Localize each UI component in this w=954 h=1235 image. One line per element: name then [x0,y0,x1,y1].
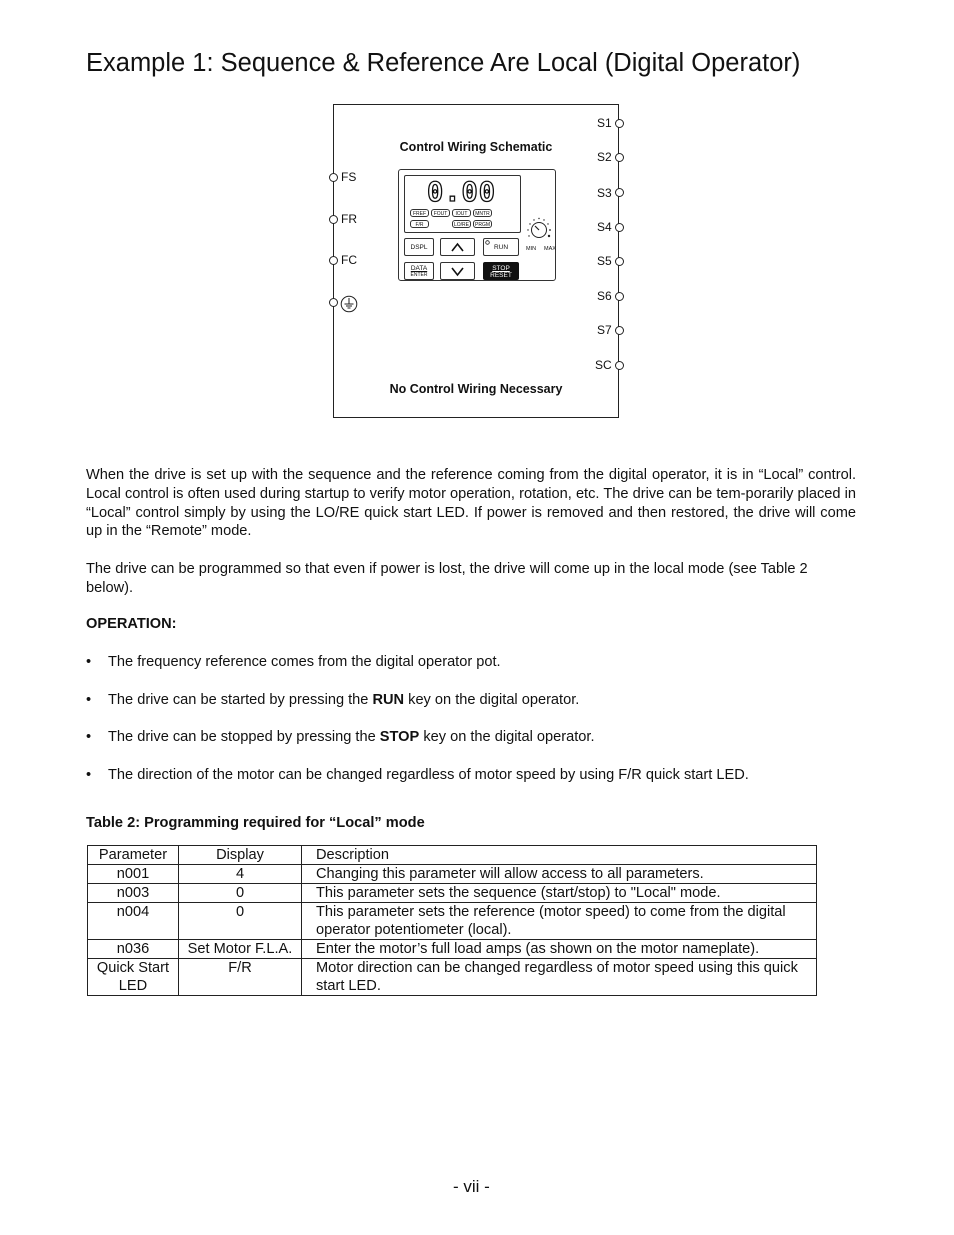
terminal-fr [329,215,338,224]
parameter-cell: Quick Start LED [88,959,179,996]
terminal-s7-label: S7 [597,323,612,337]
bullet-marker: • [86,654,92,670]
terminal-s6 [615,292,624,301]
column-header-display: Display [179,846,302,865]
frequency-pot-icon[interactable] [525,216,553,244]
run-key[interactable] [483,238,519,256]
terminal-fc-label: FC [341,253,357,267]
bullet-text-post: key on the digital operator. [404,692,580,708]
dspl-key[interactable] [404,238,434,256]
description-cell: Changing this parameter will allow access to all parameters. [302,865,817,884]
up-key[interactable] [440,238,475,256]
description-cell: Motor direction can be changed regardless of motor speed using this quick start LED. [302,959,817,996]
table-row [88,940,817,959]
led-fref[interactable]: FREF [410,209,429,217]
terminal-sc-label: SC [595,358,612,372]
stop-key-label: STOP [492,265,510,272]
bullet-text-post: key on the digital operator. [419,729,595,745]
bullet-text: The direction of the motor can be changed regardless of motor speed by using F/R quick start LED. [108,767,749,783]
led-mntr[interactable]: MNTR [473,209,492,217]
chevron-up-icon [441,239,474,255]
knob-min-label: MIN [526,246,537,252]
ground-icon [340,295,358,313]
led-fout[interactable]: FOUT [431,209,450,217]
display-cell: 0 [179,903,302,940]
parameter-cell: n001 [88,865,179,884]
terminal-s1 [615,119,624,128]
parameter-cell: n036 [88,940,179,959]
bullet-marker: • [86,692,92,708]
bullet-text-pre: The drive can be started by pressing the [108,692,373,708]
bullet-text [108,691,579,710]
terminal-ground [329,298,338,307]
led-iout[interactable]: IOUT [452,209,471,217]
table-row [88,959,817,996]
table-row [88,903,817,940]
table-caption: Table 2: Programming required for “Local” mode [86,815,425,831]
run-key-label: RUN [493,244,509,251]
chevron-down-icon [441,263,474,279]
control-wiring-schematic [333,104,619,418]
led-lore[interactable]: LO/RE [453,222,469,228]
parameter-cell: n004 [88,903,179,940]
led-fr[interactable]: F/R [410,220,429,228]
terminal-s5-label: S5 [597,254,612,268]
down-key[interactable] [440,262,475,280]
terminal-fc [329,256,338,265]
table-row [88,865,817,884]
terminal-s2 [615,153,624,162]
table-header-row [88,846,817,865]
operator-display [404,175,521,233]
terminal-s2-label: S2 [597,150,612,164]
terminal-s3-label: S3 [597,186,612,200]
power-loss-paragraph: The drive can be programmed so that even if power is lost, the drive will come up in the local mode (see Table 2 below). [86,561,808,596]
terminal-s4-label: S4 [597,220,612,234]
description-cell: This parameter sets the reference (motor speed) to come from the digital operator potentiometer (local). [302,903,817,940]
terminal-fr-label: FR [341,212,357,226]
terminal-s3 [615,188,624,197]
run-keyword: RUN [372,692,405,708]
terminal-fs [329,173,338,182]
dspl-key-label: DSPL [410,244,428,251]
programming-table [87,845,817,996]
display-cell: F/R [179,959,302,996]
intro-paragraph: When the drive is set up with the sequence and the reference coming from the digital operator, it is in “Local” control. Local control is often used during startup to verify motor operation, rotation, etc. The drive can be tem-porarily placed in “Local” control simply by using the LO/RE quick start LED. If power is removed and then restored, the drive will come up in the “Remote” mode. [86,467,856,540]
column-header-parameter: Parameter [88,846,179,865]
bullet-text-pre: The drive can be stopped by pressing the [108,729,380,745]
page-number: - vii - [453,1177,490,1196]
display-cell: 4 [179,865,302,884]
enter-key-label: ENTER [410,272,428,278]
page-title: Example 1: Sequence & Reference Are Local (Digital Operator) [86,49,801,77]
schematic-footer: No Control Wiring Necessary [389,382,563,396]
operation-heading: OPERATION: [86,616,177,632]
data-enter-key[interactable] [404,262,434,280]
bullet-text: The frequency reference comes from the digital operator pot. [108,654,501,670]
bullet-marker: • [86,729,92,745]
parameter-cell: n003 [88,884,179,903]
terminal-s6-label: S6 [597,289,612,303]
bullet-marker: • [86,767,92,783]
bullet-text [108,728,595,747]
reset-key-label: RESET [490,272,512,279]
terminal-fs-label: FS [341,170,357,184]
data-key-label: DATA [410,265,428,272]
display-value: 0.00 [427,177,497,208]
digital-operator [398,169,556,281]
run-led-icon [485,240,490,245]
terminal-sc [615,361,624,370]
stop-keyword: STOP [379,729,420,745]
description-cell: This parameter sets the sequence (start/stop) to "Local" mode. [302,884,817,903]
led-prgm[interactable]: PRGM [475,222,490,228]
column-header-description: Description [302,846,817,865]
terminal-s7 [615,326,624,335]
terminal-s4 [615,223,624,232]
table-row [88,884,817,903]
display-cell: 0 [179,884,302,903]
terminal-s5 [615,257,624,266]
schematic-title: Control Wiring Schematic [399,140,553,154]
stop-reset-key[interactable] [483,262,519,280]
description-cell: Enter the motor’s full load amps (as shown on the motor nameplate). [302,940,817,959]
display-cell: Set Motor F.L.A. [179,940,302,959]
knob-max-label: MAX [544,246,556,252]
terminal-s1-label: S1 [597,116,612,130]
